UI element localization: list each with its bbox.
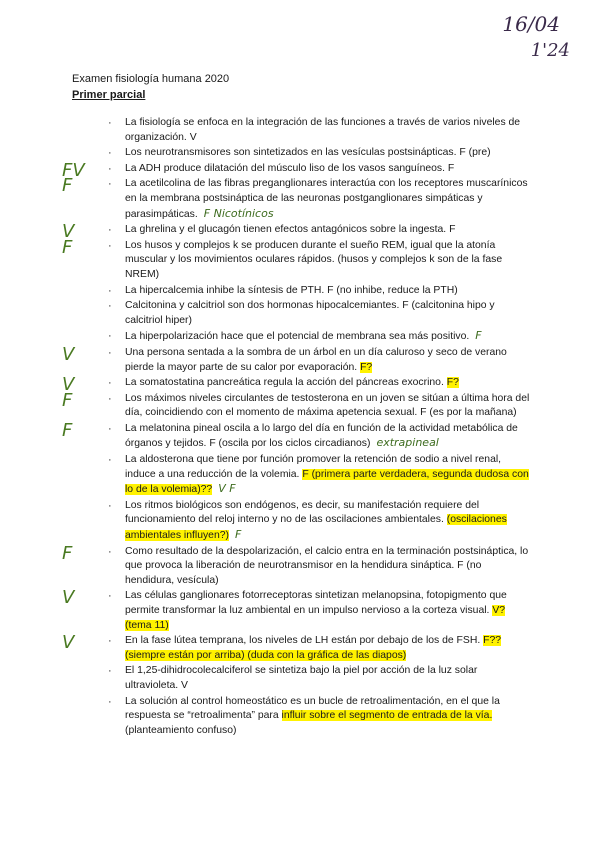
bullet-icon: ·: [108, 545, 112, 558]
bullet-icon: ·: [108, 422, 112, 435]
list-item: [0, 634, 600, 663]
text-segment: (planteamiento confuso): [125, 724, 237, 736]
bullet-icon: ·: [108, 224, 112, 237]
list-item: [0, 236, 600, 283]
statement-text: [125, 589, 530, 633]
list-item: [0, 542, 600, 589]
highlighted-text: F?? (siempre están por arriba) (duda con la gráfica de las diapos): [125, 635, 502, 661]
statement-text: [125, 392, 530, 421]
list-item: [0, 343, 600, 375]
list-item: [0, 589, 600, 633]
highlighted-text: (oscilaciones ambientales influyen?): [125, 514, 507, 542]
question-list: [0, 116, 600, 739]
list-item: [0, 177, 600, 222]
text-segment: El 1,25-dihidrocolecalciferol se sintetiza bajo la piel por acción de la luz solar ultravioleta. V: [125, 665, 478, 691]
statement-text: [125, 453, 530, 498]
list-item: [0, 159, 600, 181]
list-item: [0, 374, 600, 396]
bullet-icon: ·: [108, 590, 112, 603]
text-segment: En la fase lútea temprana, los niveles de LH están por debajo de los de FSH.: [125, 635, 484, 647]
text-segment: La somatostatina pancreática regula la acción del páncreas exocrino.: [125, 377, 447, 389]
text-segment: Los husos y complejos k se producen durante el sueño REM, igual que la atonía muscular y los movimientos oculares rápidos. (husos y complejos k son de la fase NREM): [125, 239, 503, 280]
bullet-icon: ·: [108, 162, 112, 175]
handwritten-margin-mark: F: [62, 389, 73, 411]
bullet-icon: ·: [108, 346, 112, 359]
handwritten-margin-mark: V: [62, 343, 75, 365]
statement-text: [125, 162, 530, 177]
statement-text: [125, 695, 530, 739]
statement-text: [125, 422, 530, 452]
handwritten-score: 1'24: [530, 40, 570, 61]
text-segment: La hiperpolarización hace que el potencial de membrana sea más positivo.: [125, 331, 470, 343]
statement-text: [125, 116, 530, 145]
handwritten-note: F: [475, 329, 482, 343]
bullet-icon: ·: [108, 499, 112, 512]
text-segment: Los ritmos biológicos son endógenos, es decir, su manifestación requiere del funcionamiento del reloj interno y no de las oscilaciones ambientales.: [125, 499, 480, 526]
bullet-icon: ·: [108, 665, 112, 678]
document-title: Examen fisiología humana 2020: [72, 73, 230, 85]
text-segment: La acetilcolina de las fibras preganglionares interactúa con los receptores muscarínicos en la membrana postsináptica de las neuronas postganglionares simpáticas y parasimpáticas.: [125, 178, 528, 220]
statement-text: [125, 499, 530, 544]
statement-text: [125, 299, 530, 328]
handwritten-note: extrapineal: [376, 436, 439, 450]
text-segment: La melatonina pineal oscila a lo largo del día en función de la actividad metabólica de órganos y tejidos. F (oscila por los ciclos circadianos): [125, 422, 518, 450]
text-segment: La fisiología se enfoca en la integración de las funciones a través de varios niveles de organización. V: [125, 117, 521, 143]
statement-text: [125, 376, 530, 391]
text-segment: Las células ganglionares fotorreceptoras sintetizan melanopsina, fotopigmento que permite transformar la luz ambiental en un impulso nervioso a la corteza visual.: [125, 590, 507, 616]
list-item: [0, 146, 600, 161]
list-item: [0, 299, 600, 328]
text-segment: Los neurotransmisores son sintetizados en las vesículas postsinápticas. F (pre): [125, 147, 491, 159]
handwritten-margin-mark: FV: [62, 159, 85, 181]
bullet-icon: ·: [108, 377, 112, 390]
document-subtitle: Primer parcial: [72, 89, 146, 101]
highlighted-text: F?: [446, 377, 459, 389]
text-segment: La ghrelina y el glucagón tienen efectos antagónicos sobre la ingesta. F: [125, 224, 456, 236]
highlighted-text: V? (tema 11): [125, 605, 506, 631]
highlighted-text: F?: [360, 361, 373, 373]
handwritten-margin-mark: V: [62, 221, 75, 243]
text-segment: Una persona sentada a la sombra de un árbol en un día caluroso y seco de verano pierde la mayor parte de su calor por evaporación.: [125, 346, 507, 373]
statement-text: [125, 545, 530, 589]
list-item: [0, 499, 600, 544]
statement-text: [125, 329, 530, 345]
handwritten-note: V F: [218, 482, 236, 496]
text-segment: La solución al control homeostático es un bucle de retroalimentación, en el que la respuesta se “retroalimenta” para: [125, 695, 500, 722]
bullet-icon: ·: [108, 454, 112, 467]
bullet-icon: ·: [108, 284, 112, 297]
handwritten-margin-mark: F: [62, 419, 73, 441]
statement-text: [125, 223, 530, 238]
statement-text: [125, 177, 530, 222]
list-item: [0, 695, 600, 739]
handwritten-margin-mark: V: [62, 587, 75, 609]
bullet-icon: ·: [108, 695, 112, 708]
bullet-icon: ·: [108, 239, 112, 252]
handwritten-margin-mark: V: [62, 632, 75, 654]
list-item: [0, 329, 600, 345]
text-segment: Como resultado de la despolarización, el calcio entra en la terminación postsináptica, lo que provoca la liberación de neurotransmisor en la hendidura sináptica. F (no hendidura, vesícula): [125, 545, 529, 586]
bullet-icon: ·: [108, 147, 112, 160]
bullet-icon: ·: [108, 330, 112, 343]
handwritten-margin-mark: V: [62, 374, 75, 396]
list-item: [0, 419, 600, 452]
highlighted-text: influir sobre el segmento de entrada de la vía.: [281, 710, 493, 722]
handwritten-note: F Nicotínicos: [203, 206, 274, 220]
bullet-icon: ·: [108, 300, 112, 313]
list-item: [0, 664, 600, 693]
text-segment: Los máximos niveles circulantes de testosterona en un joven se sitúan a última hora del día, coincidiendo con el momento de máxima apetencia sexual. F (es por la mañana): [125, 392, 530, 419]
handwritten-margin-mark: F: [62, 236, 73, 258]
handwritten-margin-mark: F: [62, 542, 73, 564]
statement-text: [125, 284, 530, 299]
statement-text: [125, 146, 530, 161]
list-item: [0, 284, 600, 299]
text-segment: La ADH produce dilatación del músculo liso de los vasos sanguíneos. F: [125, 162, 455, 174]
highlighted-text: F (primera parte verdadera, segunda dudosa con lo de la volemia)??: [125, 468, 529, 496]
text-segment: Calcitonina y calcitriol son dos hormonas hipocalcemiantes. F (calcitonina hipo y calcitriol hiper): [125, 300, 495, 326]
bullet-icon: ·: [108, 178, 112, 191]
text-segment: La hipercalcemia inhibe la síntesis de PTH. F (no inhibe, reduce la PTH): [125, 284, 458, 296]
text-segment: La aldosterona que tiene por función promover la retención de sodio a nivel renal, induce a una reducción de la volemia.: [125, 454, 502, 480]
bullet-icon: ·: [108, 117, 112, 129]
list-item: [0, 453, 600, 498]
list-item: [0, 116, 600, 145]
statement-text: [125, 664, 530, 693]
bullet-icon: ·: [108, 635, 112, 648]
statement-text: [125, 239, 530, 283]
list-item: [0, 221, 600, 243]
statement-text: [125, 346, 530, 375]
handwritten-margin-mark: F: [62, 175, 73, 197]
list-item: [0, 389, 600, 421]
handwritten-date: 16/04: [502, 12, 560, 36]
handwritten-note: F: [234, 528, 242, 542]
bullet-icon: ·: [108, 392, 112, 405]
statement-text: [125, 634, 530, 663]
